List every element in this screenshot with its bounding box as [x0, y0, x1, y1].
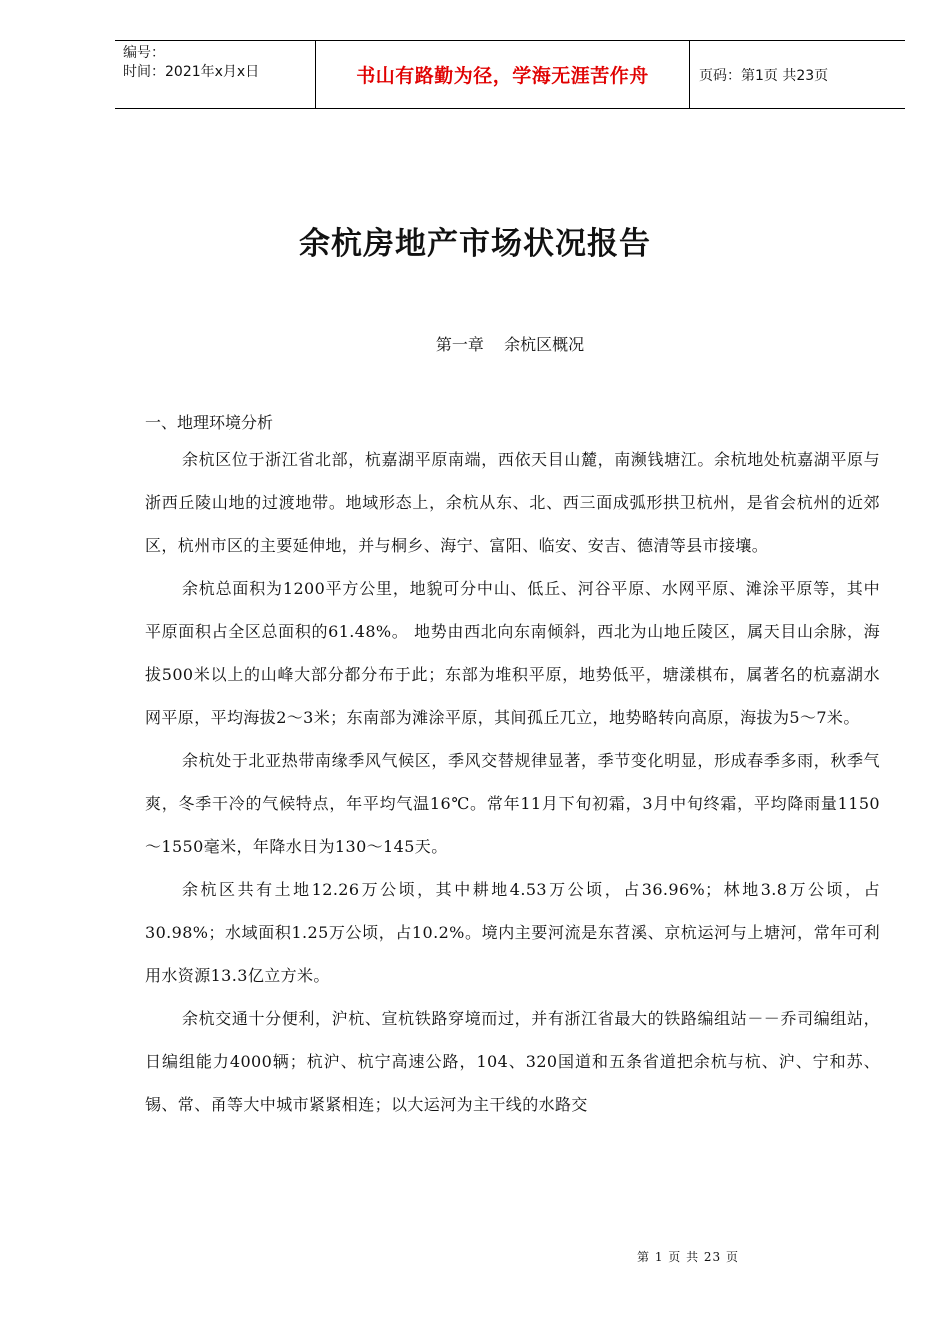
- header-meta: [115, 41, 316, 108]
- paragraph: 余杭区共有土地12.26万公顷，其中耕地4.53万公顷，占36.96%；林地3.8万公顷，占30.98%；水域面积1.25万公顷，占10.2%。境内主要河流是东苕溪、京杭运河与上塘河，常年可利用水资源13.3亿立方米。: [145, 880, 880, 985]
- header-page-info: 页码：第1页 共23页: [699, 67, 829, 84]
- section-heading: 一、地理环境分析: [145, 413, 274, 432]
- paragraph: 余杭交通十分便利，沪杭、宣杭铁路穿境而过，并有浙江省最大的铁路编组站－－乔司编组站，日编组能力4000辆；杭沪、杭宁高速公路，104、320国道和五条省道把余杭与杭、沪、宁和苏、锡、常、甬等大中城市紧紧相连；以大运河为主干线的水路交: [145, 1009, 880, 1114]
- paragraph: 余杭区位于浙江省北部，杭嘉湖平原南端，西依天目山麓，南濒钱塘江。余杭地处杭嘉湖平原与浙西丘陵山地的过渡地带。地域形态上，余杭从东、北、西三面成弧形拱卫杭州，是省会杭州的近郊区，杭州市区的主要延伸地，并与桐乡、海宁、富阳、临安、安吉、德清等县市接壤。: [145, 450, 880, 555]
- date-label: 时间：2021年x月x日: [123, 64, 260, 80]
- document-title: 余杭房地产市场状况报告: [299, 226, 651, 262]
- doc-number-label: 编号：: [123, 45, 165, 61]
- page-footer: 第 1 页 共 23 页: [637, 1250, 739, 1264]
- header-motto: 书山有路勤为径，学海无涯苦作舟: [316, 41, 690, 108]
- paragraph: 余杭处于北亚热带南缘季风气候区，季风交替规律显著，季节变化明显，形成春季多雨，秋季气爽，冬季干冷的气候特点，年平均气温16℃。常年11月下旬初霜，3月中旬终霜，平均降雨量1150～1550毫米，年降水日为130～145天。: [145, 751, 880, 856]
- page-header: [115, 40, 905, 109]
- chapter-heading: 第一章 余杭区概况: [435, 335, 585, 354]
- paragraph: 余杭总面积为1200平方公里，地貌可分中山、低丘、河谷平原、水网平原、滩涂平原等，其中平原面积占全区总面积的61.48%。 地势由西北向东南倾斜，西北为山地丘陵区，属天目山余脉，海拔500米以上的山峰大部分都分布于此；东部为堆积平原，地势低平，塘漾棋布，属著名的杭嘉湖水网平原，平均海拔2～3米；东南部为滩涂平原，其间孤丘兀立，地势略转向高原，海拔为5～7米。: [145, 579, 880, 727]
- document-body: [145, 408, 880, 1126]
